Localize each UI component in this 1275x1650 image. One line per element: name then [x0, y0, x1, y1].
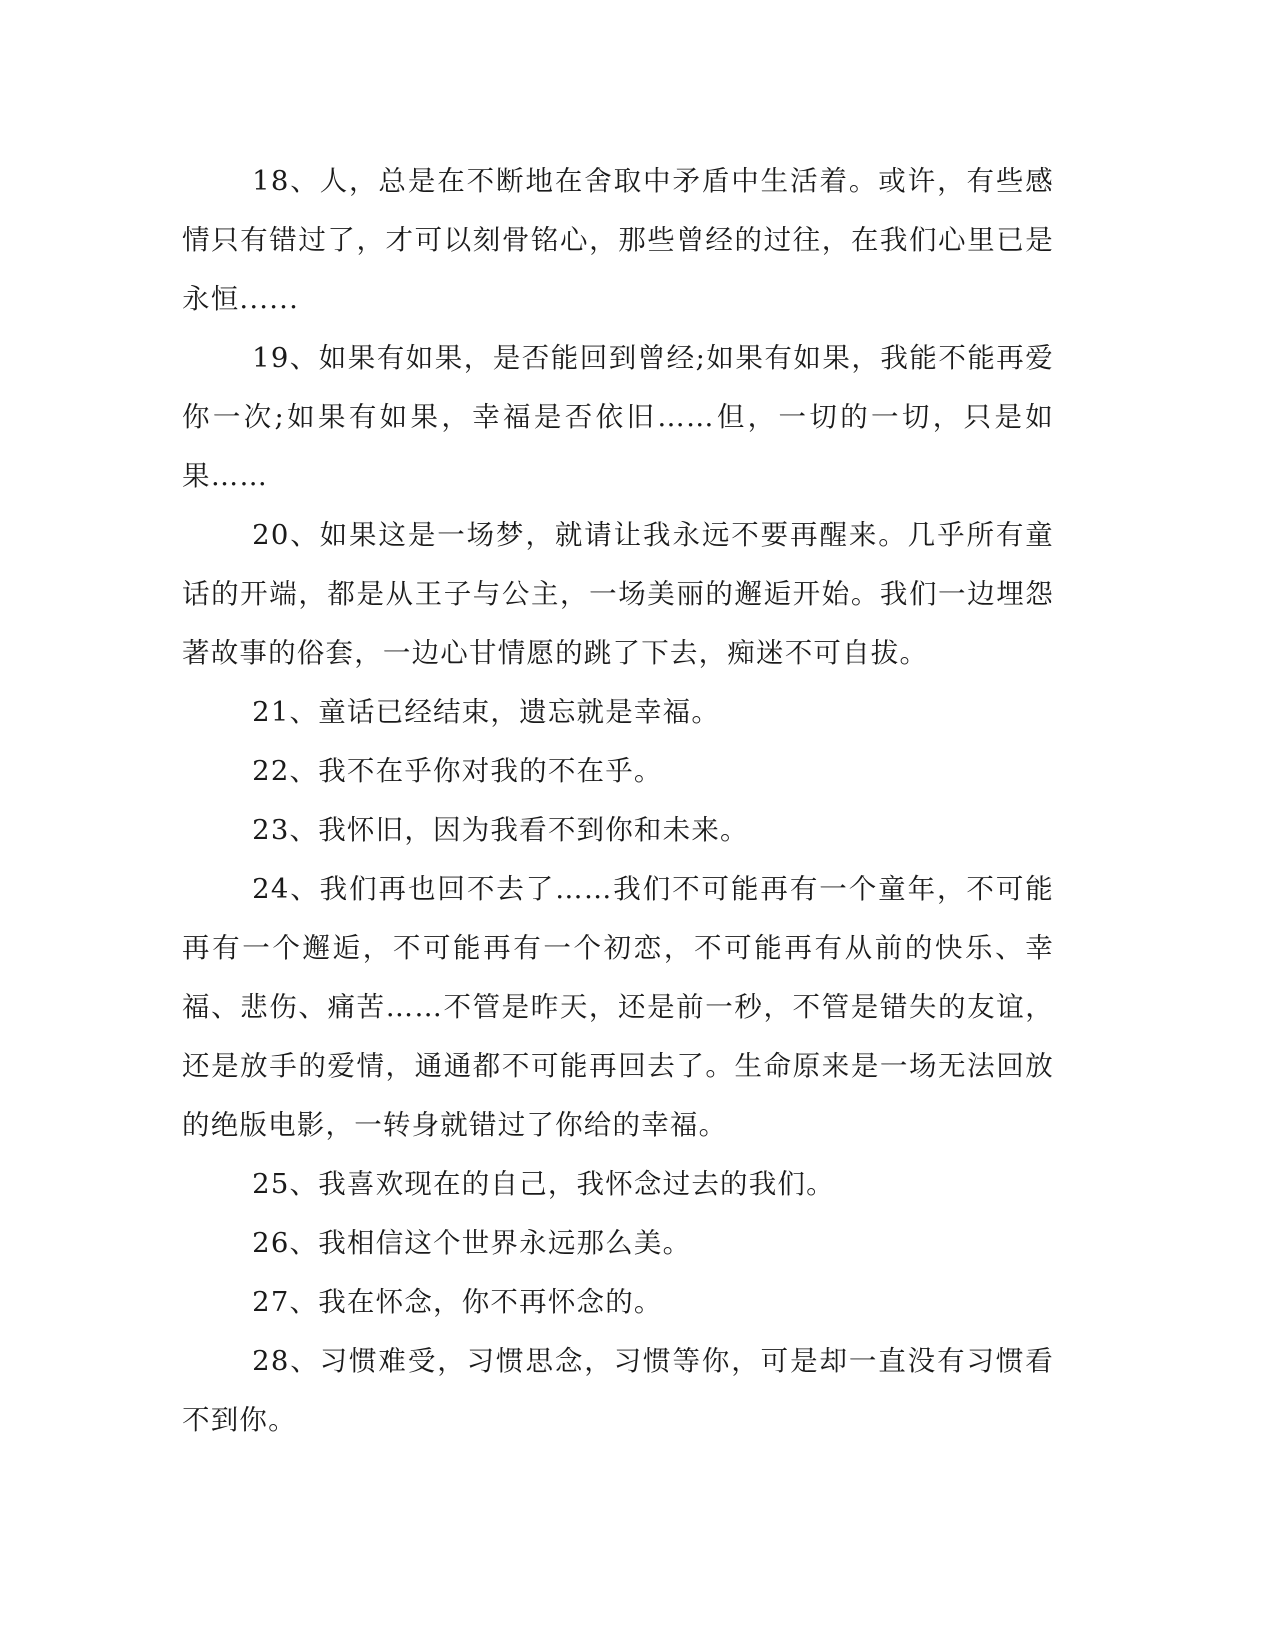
paragraph-21: 21、童话已经结束，遗忘就是幸福。	[252, 696, 721, 728]
paragraph-24: 24、我们再也回不去了……我们不可能再有一个童年，不可能再有一个邂逅，不可能再有一个初恋，不可能再有从前的快乐、幸福、悲伤、痛苦……不管是昨天，还是前一秒，不管是错失的友谊，还是放手的爱情，通通都不可能再回去了。生命原来是一场无法回放的绝版电影，一转身就错过了你给的幸福。	[182, 873, 1054, 1141]
paragraph-18: 18、人，总是在不断地在舍取中矛盾中生活着。或许，有些感情只有错过了，才可以刻骨铭心，那些曾经的过往，在我们心里已是永恒......	[182, 165, 1054, 315]
paragraph-25: 25、我喜欢现在的自己，我怀念过去的我们。	[252, 1168, 835, 1200]
paragraph-23: 23、我怀旧，因为我看不到你和未来。	[252, 814, 749, 846]
paragraph-20: 20、如果这是一场梦，就请让我永远不要再醒来。几乎所有童话的开端，都是从王子与公主，一场美丽的邂逅开始。我们一边埋怨著故事的俗套，一边心甘情愿的跳了下去，痴迷不可自拔。	[182, 519, 1054, 669]
document-body	[182, 152, 1054, 1450]
paragraph-26: 26、我相信这个世界永远那么美。	[252, 1227, 692, 1259]
paragraph-22: 22、我不在乎你对我的不在乎。	[252, 755, 663, 787]
paragraph-28: 28、习惯难受，习惯思念，习惯等你，可是却一直没有习惯看不到你。	[182, 1345, 1054, 1436]
paragraph-19: 19、如果有如果，是否能回到曾经;如果有如果，我能不能再爱你一次;如果有如果，幸福是否依旧……但，一切的一切，只是如果……	[182, 342, 1054, 492]
paragraph-27: 27、我在怀念，你不再怀念的。	[252, 1286, 663, 1318]
